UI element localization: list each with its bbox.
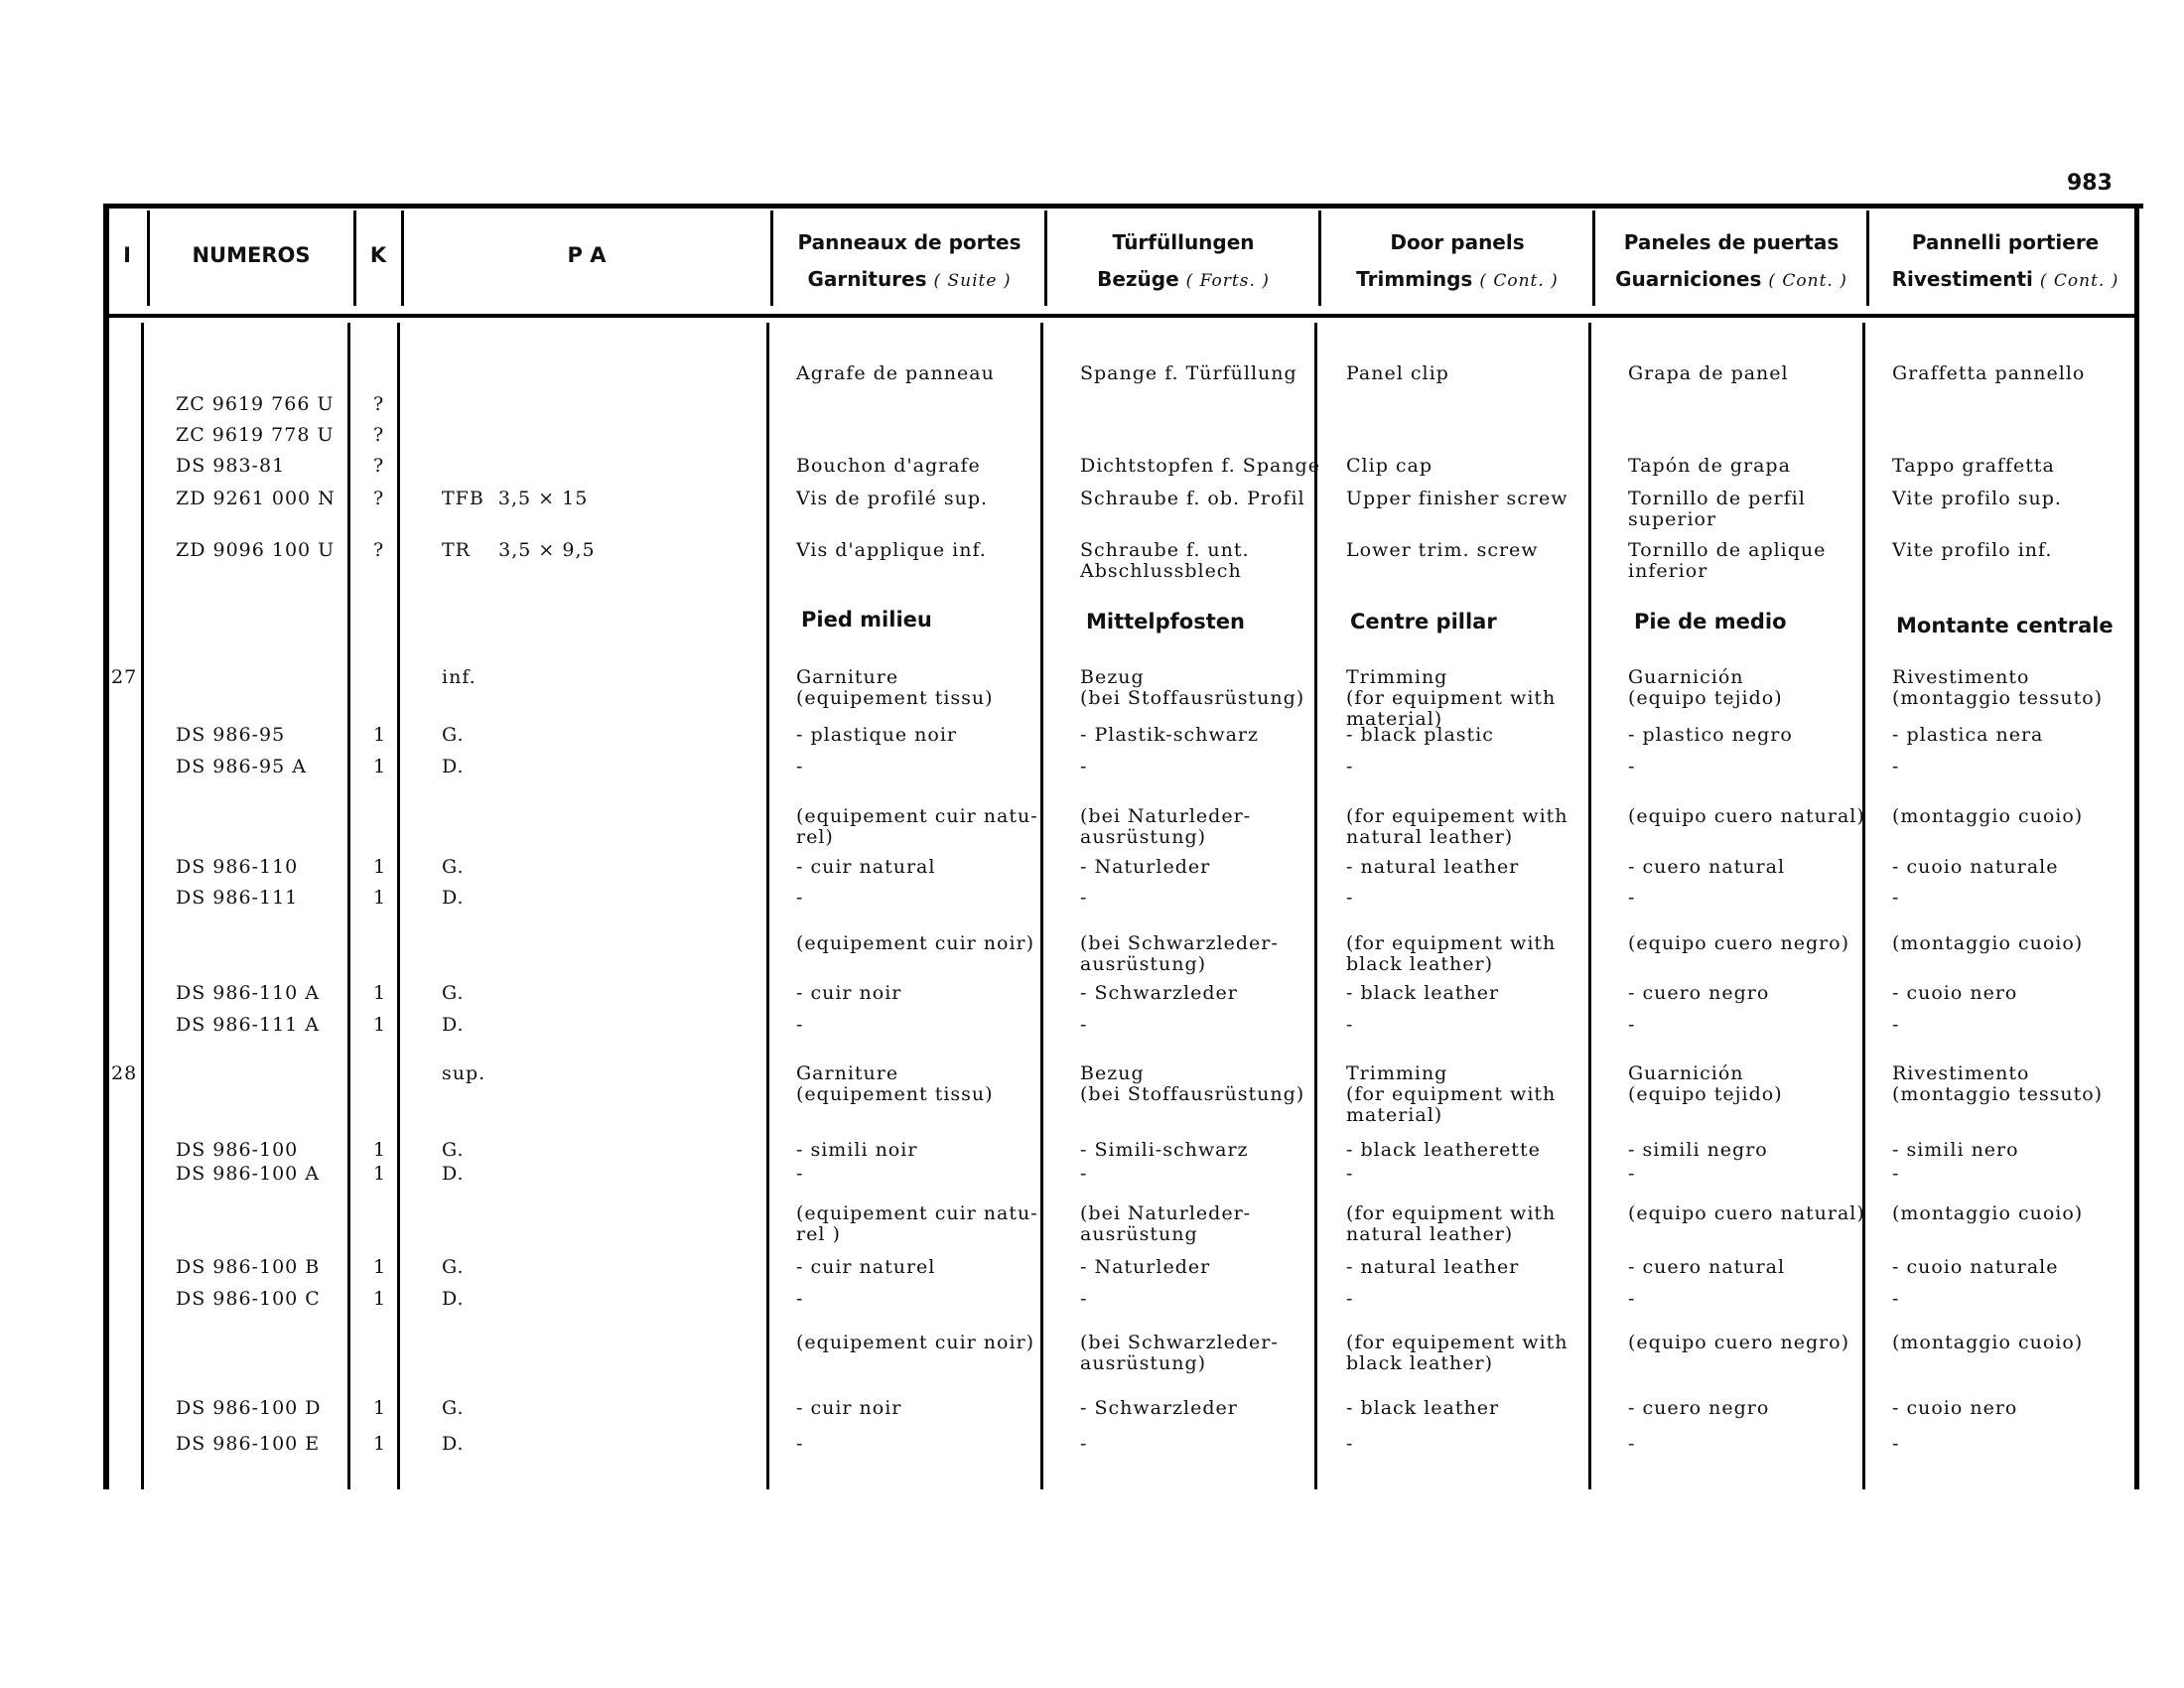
part-number: DS 986-100 C bbox=[176, 1288, 321, 1310]
desc-fr: - bbox=[796, 1163, 804, 1185]
desc-es: - cuero natural bbox=[1628, 1256, 1786, 1278]
quantity-k: 1 bbox=[373, 756, 387, 777]
desc-de: Schraube f. ob. Profil bbox=[1080, 488, 1305, 509]
desc-de: - Schwarzleder bbox=[1080, 982, 1238, 1004]
pa-spec: D. bbox=[442, 1014, 465, 1036]
col-sep-5-header bbox=[1044, 211, 1047, 306]
desc-it: Vite profilo sup. bbox=[1892, 488, 2062, 509]
section-title-it: Montante centrale bbox=[1896, 614, 2114, 637]
desc-it: - bbox=[1892, 1014, 1900, 1036]
desc-de: - bbox=[1080, 1014, 1088, 1036]
quantity-k: 1 bbox=[373, 1256, 387, 1278]
desc-en: - bbox=[1346, 1163, 1354, 1185]
header-de-cont: ( Forts. ) bbox=[1185, 271, 1270, 291]
desc-fr: (equipement cuir natu- rel ) bbox=[796, 1202, 1038, 1245]
desc-es: Tornillo de aplique inferior bbox=[1628, 539, 1827, 582]
quantity-k: 1 bbox=[373, 1014, 387, 1036]
col-sep-6-header bbox=[1318, 211, 1321, 306]
col-sep-2-body bbox=[347, 323, 350, 1489]
col-sep-3-header bbox=[401, 211, 404, 306]
part-number: DS 986-111 A bbox=[176, 1014, 320, 1036]
desc-de: - Schwarzleder bbox=[1080, 1397, 1238, 1419]
desc-fr: (equipement cuir noir) bbox=[796, 1332, 1035, 1353]
desc-de: (bei Schwarzleder- ausrüstung) bbox=[1080, 1332, 1279, 1374]
desc-de: - Naturleder bbox=[1080, 856, 1211, 878]
desc-en: - bbox=[1346, 1014, 1354, 1036]
desc-it: (montaggio cuoio) bbox=[1892, 1202, 2084, 1224]
header-col-numeros: NUMEROS bbox=[192, 243, 311, 267]
desc-en: Trimming (for equipment with material) bbox=[1346, 666, 1557, 730]
desc-fr: Agrafe de panneau bbox=[796, 362, 995, 384]
desc-en: - black leather bbox=[1346, 982, 1500, 1004]
quantity-k: 1 bbox=[373, 724, 387, 746]
desc-it: Rivestimento (montaggio tessuto) bbox=[1892, 1062, 2104, 1105]
part-number: DS 986-100 B bbox=[176, 1256, 321, 1278]
desc-de: - Plastik-schwarz bbox=[1080, 724, 1260, 746]
header-es-line2: Guarniciones bbox=[1615, 267, 1762, 291]
desc-de: - bbox=[1080, 887, 1088, 909]
desc-fr: - cuir noir bbox=[796, 982, 902, 1004]
quantity-k: 1 bbox=[373, 1163, 387, 1185]
desc-es: - cuero natural bbox=[1628, 856, 1786, 878]
pa-spec: inf. bbox=[442, 666, 477, 688]
desc-es: (equipo cuero natural) bbox=[1628, 1202, 1865, 1224]
pa-spec: D. bbox=[442, 1288, 465, 1310]
desc-es: Guarnición (equipo tejido) bbox=[1628, 666, 1783, 709]
header-col-k: K bbox=[369, 243, 387, 267]
header-bottom-rule bbox=[103, 314, 2138, 318]
pa-spec: G. bbox=[442, 1256, 465, 1278]
table-right-border bbox=[2134, 204, 2139, 1489]
quantity-k: 1 bbox=[373, 887, 387, 909]
section-title-de: Mittelpfosten bbox=[1086, 610, 1245, 633]
desc-es: - bbox=[1628, 1163, 1636, 1185]
desc-it: Rivestimento (montaggio tessuto) bbox=[1892, 666, 2104, 709]
header-lang-it bbox=[1874, 224, 2136, 300]
col-sep-6-body bbox=[1314, 323, 1317, 1489]
desc-fr: - cuir noir bbox=[796, 1397, 902, 1419]
desc-it: (montaggio cuoio) bbox=[1892, 805, 2084, 827]
part-number: ZC 9619 778 U bbox=[176, 424, 335, 446]
table-top-rule bbox=[103, 204, 2143, 209]
quantity-k: 1 bbox=[373, 1288, 387, 1310]
desc-en: Trimming (for equipment with material) bbox=[1346, 1062, 1557, 1126]
desc-en: Panel clip bbox=[1346, 362, 1449, 384]
desc-fr: - plastique noir bbox=[796, 724, 958, 746]
part-number: ZC 9619 766 U bbox=[176, 393, 335, 415]
desc-fr: Vis de profilé sup. bbox=[796, 488, 989, 509]
part-number: ZD 9096 100 U bbox=[176, 539, 336, 561]
section-title-es: Pie de medio bbox=[1634, 610, 1787, 633]
desc-de: - Naturleder bbox=[1080, 1256, 1211, 1278]
desc-de: Bezug (bei Stoffausrüstung) bbox=[1080, 1062, 1305, 1105]
desc-en: - black leatherette bbox=[1346, 1139, 1541, 1161]
part-number: DS 983-81 bbox=[176, 455, 286, 477]
desc-es: - bbox=[1628, 1288, 1636, 1310]
desc-fr: Bouchon d'agrafe bbox=[796, 455, 981, 477]
pa-spec: G. bbox=[442, 724, 465, 746]
part-number: DS 986-95 bbox=[176, 724, 286, 746]
desc-en: - bbox=[1346, 1288, 1354, 1310]
header-lang-es bbox=[1600, 224, 1862, 300]
col-sep-8-header bbox=[1866, 211, 1869, 306]
desc-en: (for equipement with black leather) bbox=[1346, 1332, 1569, 1374]
desc-it: - bbox=[1892, 1433, 1900, 1455]
desc-de: (bei Naturleder- ausrüstung) bbox=[1080, 805, 1252, 848]
page-number: 983 bbox=[2067, 171, 2113, 196]
pa-spec: sup. bbox=[442, 1062, 486, 1084]
header-lang-en bbox=[1326, 224, 1588, 300]
desc-en: - black leather bbox=[1346, 1397, 1500, 1419]
desc-en: (for equipment with natural leather) bbox=[1346, 1202, 1557, 1245]
desc-en: - bbox=[1346, 887, 1354, 909]
quantity-k: 1 bbox=[373, 982, 387, 1004]
desc-fr: - bbox=[796, 756, 804, 777]
desc-it: - cuoio nero bbox=[1892, 1397, 2018, 1419]
header-lang-fr bbox=[778, 224, 1040, 300]
desc-it: Graffetta pannello bbox=[1892, 362, 2086, 384]
desc-en: - bbox=[1346, 756, 1354, 777]
desc-de: (bei Schwarzleder- ausrüstung) bbox=[1080, 932, 1279, 975]
desc-es: Guarnición (equipo tejido) bbox=[1628, 1062, 1783, 1105]
desc-es: - bbox=[1628, 887, 1636, 909]
desc-fr: - cuir natural bbox=[796, 856, 936, 878]
part-number: DS 986-100 D bbox=[176, 1397, 322, 1419]
part-number: ZD 9261 000 N bbox=[176, 488, 336, 509]
desc-es: Grapa de panel bbox=[1628, 362, 1789, 384]
desc-it: - bbox=[1892, 887, 1900, 909]
quantity-k: ? bbox=[373, 488, 385, 509]
desc-fr: Garniture (equipement tissu) bbox=[796, 1062, 994, 1105]
desc-fr: Vis d'applique inf. bbox=[796, 539, 987, 561]
quantity-k: 1 bbox=[373, 856, 387, 878]
pa-spec: D. bbox=[442, 756, 465, 777]
desc-it: - cuoio naturale bbox=[1892, 856, 2059, 878]
part-number: DS 986-111 bbox=[176, 887, 299, 909]
header-col-i: I bbox=[123, 243, 131, 267]
desc-es: Tornillo de perfil superior bbox=[1628, 488, 1806, 530]
desc-it: Vite profilo inf. bbox=[1892, 539, 2053, 561]
desc-it: - simili nero bbox=[1892, 1139, 2019, 1161]
pa-spec: G. bbox=[442, 982, 465, 1004]
desc-es: (equipo cuero natural) bbox=[1628, 805, 1865, 827]
desc-de: - Simili-schwarz bbox=[1080, 1139, 1249, 1161]
desc-fr: - bbox=[796, 1014, 804, 1036]
pa-spec: TR 3,5 × 9,5 bbox=[442, 539, 596, 561]
desc-it: - bbox=[1892, 1163, 1900, 1185]
part-number: DS 986-110 bbox=[176, 856, 299, 878]
desc-es: (equipo cuero negro) bbox=[1628, 932, 1850, 954]
header-it-cont: ( Cont. ) bbox=[2039, 271, 2119, 291]
desc-es: - plastico negro bbox=[1628, 724, 1793, 746]
col-sep-5-body bbox=[1040, 323, 1043, 1489]
desc-en: Clip cap bbox=[1346, 455, 1433, 477]
quantity-k: 1 bbox=[373, 1433, 387, 1455]
part-number: DS 986-100 E bbox=[176, 1433, 321, 1455]
pa-spec: D. bbox=[442, 1163, 465, 1185]
desc-es: - cuero negro bbox=[1628, 1397, 1770, 1419]
desc-it: (montaggio cuoio) bbox=[1892, 932, 2084, 954]
quantity-k: ? bbox=[373, 424, 385, 446]
desc-en: - bbox=[1346, 1433, 1354, 1455]
desc-de: (bei Naturleder- ausrüstung bbox=[1080, 1202, 1252, 1245]
desc-es: - bbox=[1628, 756, 1636, 777]
desc-it: - bbox=[1892, 756, 1900, 777]
section-title-en: Centre pillar bbox=[1350, 610, 1497, 633]
header-lang-de bbox=[1052, 224, 1314, 300]
desc-en: - natural leather bbox=[1346, 1256, 1520, 1278]
col-sep-3-body bbox=[397, 323, 400, 1489]
desc-es: - simili negro bbox=[1628, 1139, 1768, 1161]
part-number: DS 986-95 A bbox=[176, 756, 307, 777]
desc-it: (montaggio cuoio) bbox=[1892, 1332, 2084, 1353]
quantity-k: ? bbox=[373, 455, 385, 477]
desc-fr: - simili noir bbox=[796, 1139, 918, 1161]
row-index: 28 bbox=[111, 1062, 138, 1084]
desc-de: Dichtstopfen f. Spange bbox=[1080, 455, 1320, 477]
col-sep-1-header bbox=[147, 211, 150, 306]
header-col-pa: P A bbox=[567, 243, 607, 267]
pa-spec: TFB 3,5 × 15 bbox=[442, 488, 589, 509]
desc-it: - cuoio naturale bbox=[1892, 1256, 2059, 1278]
desc-en: - black plastic bbox=[1346, 724, 1494, 746]
col-sep-7-body bbox=[1588, 323, 1591, 1489]
desc-en: Lower trim. screw bbox=[1346, 539, 1539, 561]
pa-spec: G. bbox=[442, 1139, 465, 1161]
pa-spec: G. bbox=[442, 1397, 465, 1419]
header-de-line1: Türfüllungen bbox=[1112, 230, 1255, 254]
part-number: DS 986-110 A bbox=[176, 982, 320, 1004]
table-left-border bbox=[103, 204, 109, 1489]
desc-es: - cuero negro bbox=[1628, 982, 1770, 1004]
header-fr-line1: Panneaux de portes bbox=[797, 230, 1022, 254]
desc-fr: (equipement cuir noir) bbox=[796, 932, 1035, 954]
desc-it: - bbox=[1892, 1288, 1900, 1310]
desc-es: Tapón de grapa bbox=[1628, 455, 1791, 477]
pa-spec: D. bbox=[442, 1433, 465, 1455]
row-index: 27 bbox=[111, 666, 138, 688]
desc-fr: (equipement cuir natu- rel) bbox=[796, 805, 1038, 848]
header-it-line1: Pannelli portiere bbox=[1911, 230, 2100, 254]
header-es-line1: Paneles de puertas bbox=[1623, 230, 1840, 254]
desc-de: - bbox=[1080, 1433, 1088, 1455]
desc-fr: - bbox=[796, 1288, 804, 1310]
pa-spec: G. bbox=[442, 856, 465, 878]
desc-fr: - cuir naturel bbox=[796, 1256, 936, 1278]
header-fr-line2: Garnitures bbox=[807, 267, 927, 291]
section-title-fr: Pied milieu bbox=[801, 608, 932, 632]
desc-en: (for equipment with black leather) bbox=[1346, 932, 1557, 975]
desc-it: Tappo graffetta bbox=[1892, 455, 2055, 477]
desc-de: Schraube f. unt. Abschlussblech bbox=[1080, 539, 1250, 582]
col-sep-4-header bbox=[770, 211, 773, 306]
header-es-cont: ( Cont. ) bbox=[1768, 271, 1847, 291]
quantity-k: ? bbox=[373, 393, 385, 415]
header-en-line2: Trimmings bbox=[1356, 267, 1473, 291]
desc-de: - bbox=[1080, 756, 1088, 777]
quantity-k: ? bbox=[373, 539, 385, 561]
desc-es: (equipo cuero negro) bbox=[1628, 1332, 1850, 1353]
desc-de: - bbox=[1080, 1288, 1088, 1310]
desc-de: Bezug (bei Stoffausrüstung) bbox=[1080, 666, 1305, 709]
pa-spec: D. bbox=[442, 887, 465, 909]
header-en-cont: ( Cont. ) bbox=[1479, 271, 1559, 291]
quantity-k: 1 bbox=[373, 1397, 387, 1419]
part-number: DS 986-100 bbox=[176, 1139, 299, 1161]
desc-fr: - bbox=[796, 887, 804, 909]
desc-fr: Garniture (equipement tissu) bbox=[796, 666, 994, 709]
quantity-k: 1 bbox=[373, 1139, 387, 1161]
col-sep-4-body bbox=[766, 323, 769, 1489]
desc-de: Spange f. Türfüllung bbox=[1080, 362, 1297, 384]
desc-en: Upper finisher screw bbox=[1346, 488, 1569, 509]
col-sep-2-header bbox=[353, 211, 356, 306]
header-fr-cont: ( Suite ) bbox=[933, 271, 1012, 291]
desc-it: - cuoio nero bbox=[1892, 982, 2018, 1004]
desc-es: - bbox=[1628, 1014, 1636, 1036]
col-sep-7-header bbox=[1592, 211, 1595, 306]
part-number: DS 986-100 A bbox=[176, 1163, 320, 1185]
desc-en: - natural leather bbox=[1346, 856, 1520, 878]
header-de-line2: Bezüge bbox=[1097, 267, 1179, 291]
desc-it: - plastica nera bbox=[1892, 724, 2044, 746]
desc-fr: - bbox=[796, 1433, 804, 1455]
col-sep-1-body bbox=[141, 323, 144, 1489]
desc-en: (for equipement with natural leather) bbox=[1346, 805, 1569, 848]
desc-de: - bbox=[1080, 1163, 1088, 1185]
col-sep-8-body bbox=[1862, 323, 1865, 1489]
header-en-line1: Door panels bbox=[1390, 230, 1525, 254]
header-it-line2: Rivestimenti bbox=[1891, 267, 2033, 291]
desc-es: - bbox=[1628, 1433, 1636, 1455]
